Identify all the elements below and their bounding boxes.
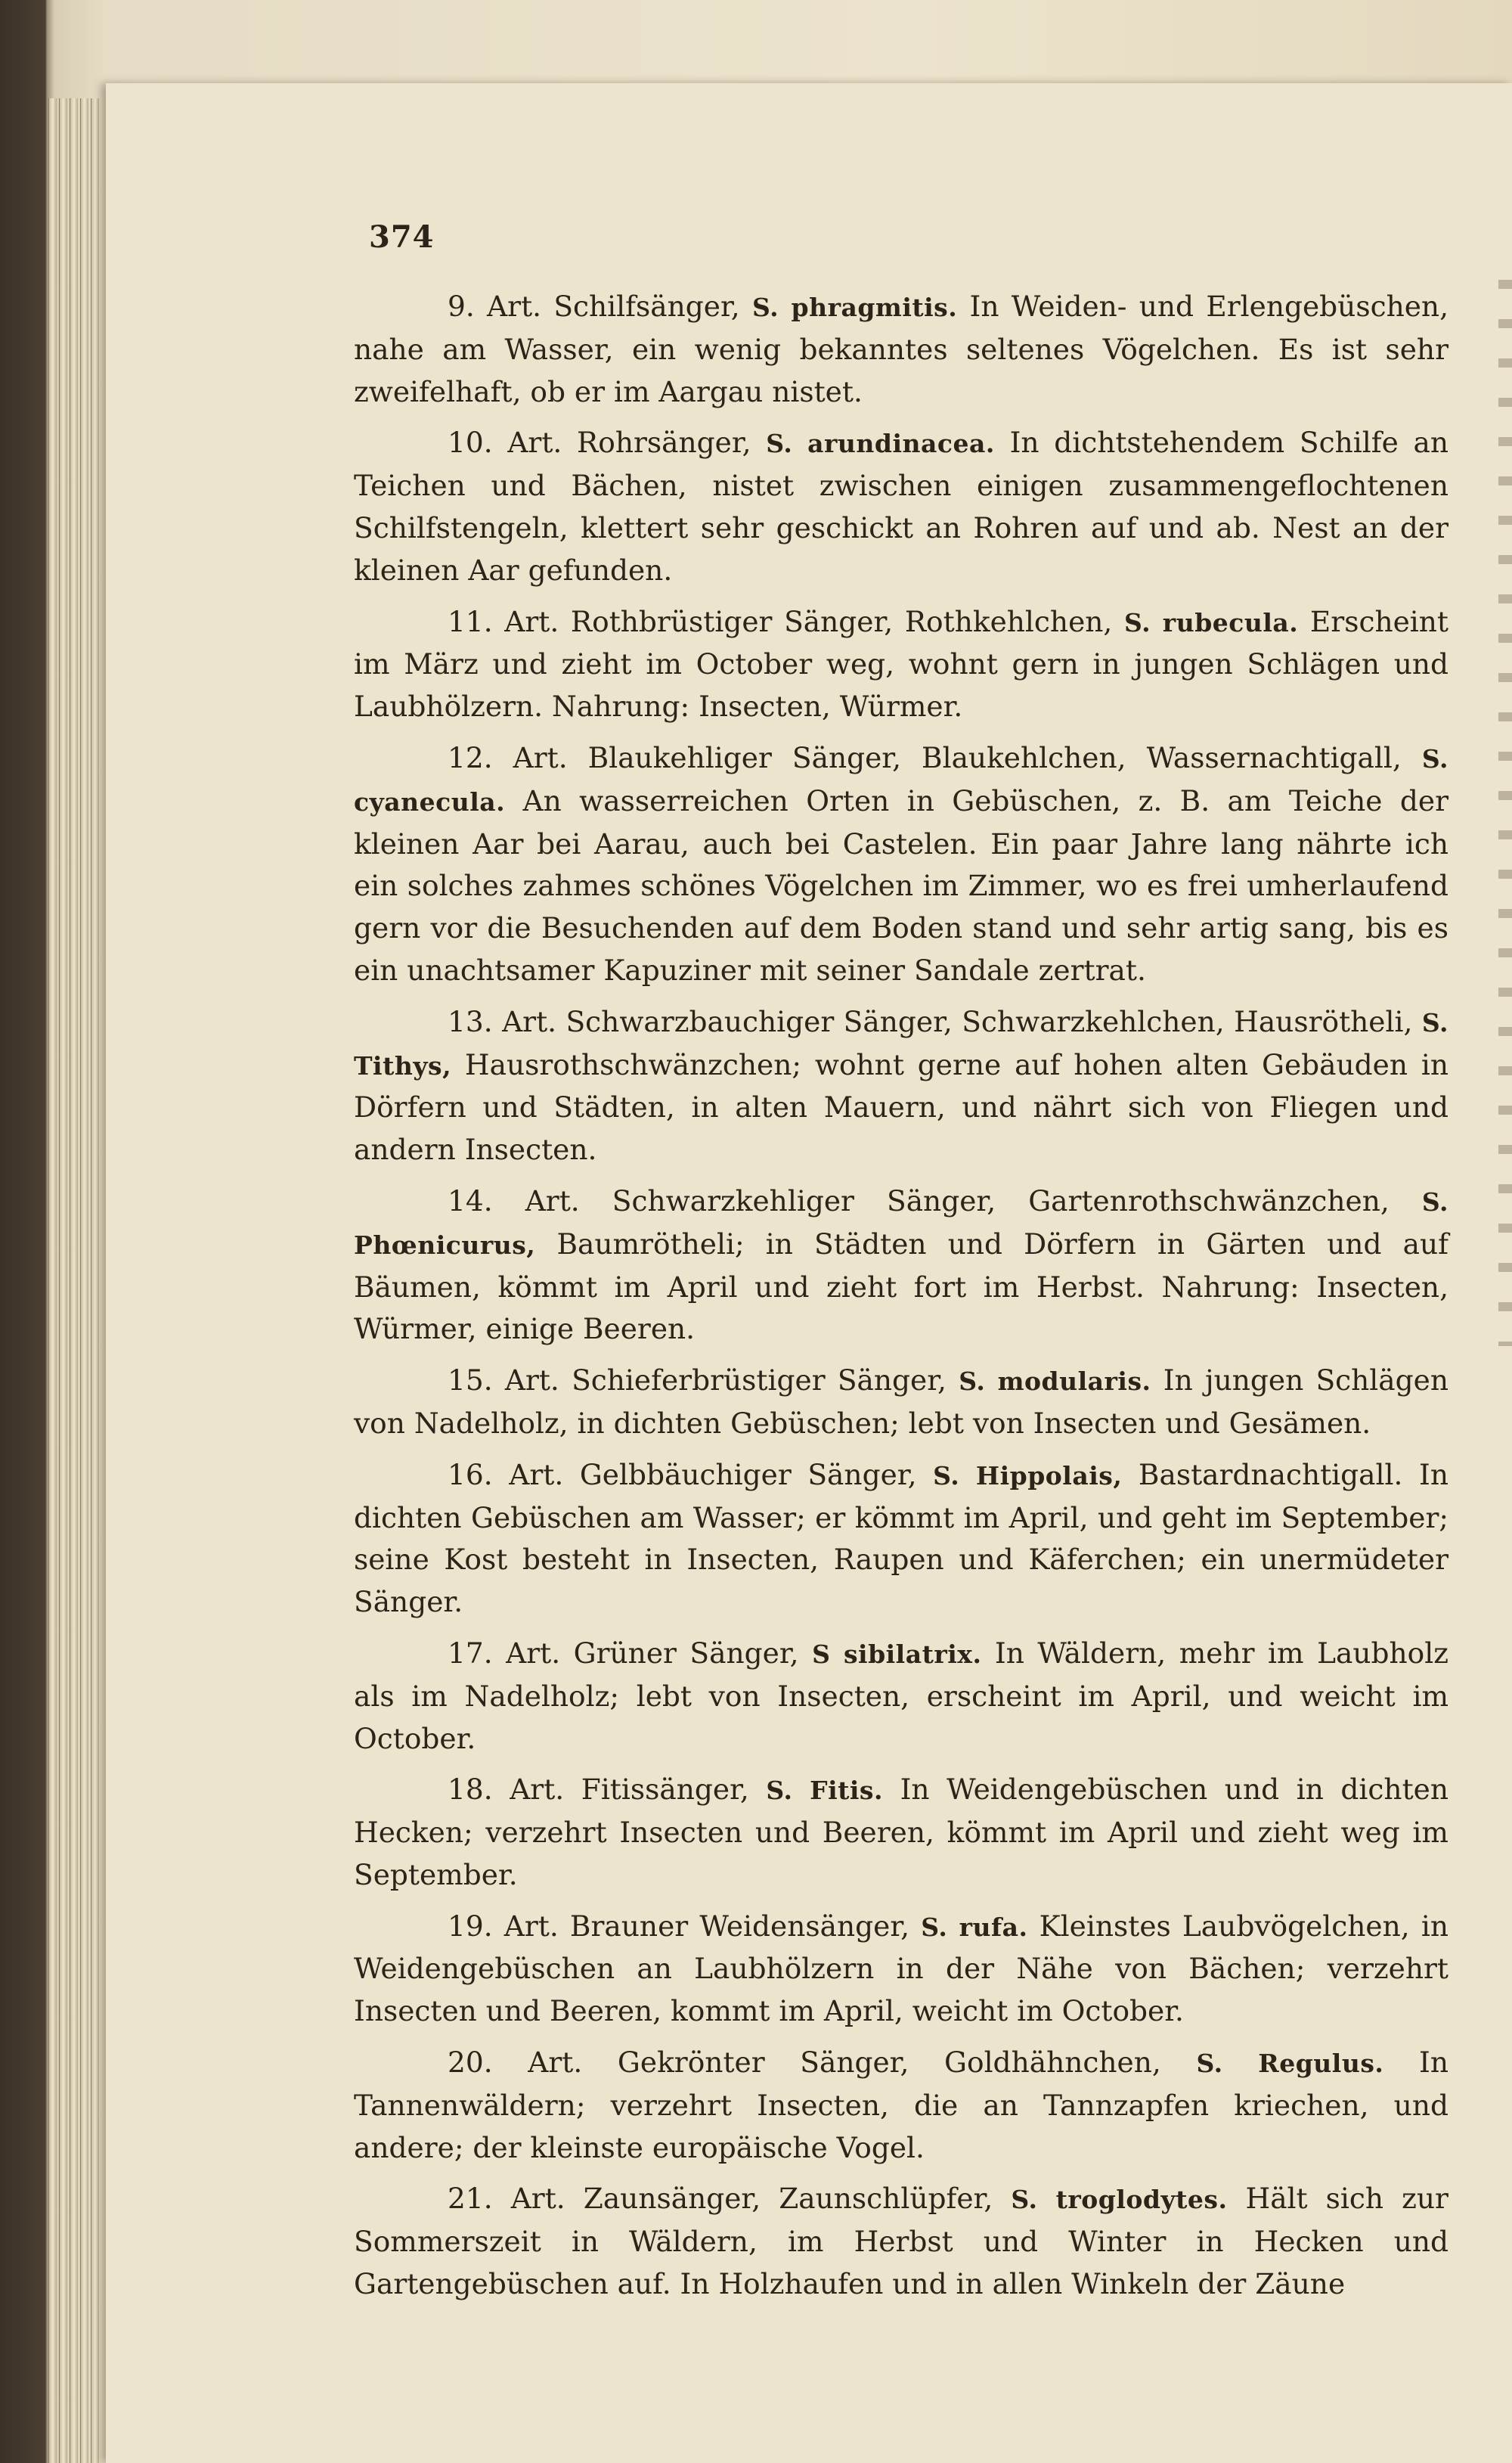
page-edge [80, 98, 88, 2463]
species-entry: 20. Art. Gekrönter Sänger, Goldhähnchen, S. Regulus. In Tannenwäldern; verzehrt Insecten, die an Tannzapfen kriechen, und andere; der kleinste europäische Vogel. [354, 2046, 1448, 2164]
scientific-name: S. arundinacea. [766, 429, 995, 459]
page-number: 374 [369, 219, 435, 255]
scientific-name: S. Phœnicurus, [354, 1187, 1448, 1260]
page-edge [91, 98, 99, 2463]
page-edge [59, 98, 67, 2463]
scientific-name: S. phragmitis. [752, 293, 958, 322]
scientific-name: S. troglodytes. [1011, 2185, 1228, 2215]
species-entry: 16. Art. Gelbbäuchiger Sänger, S. Hippolais, Bastardnachtigall. In dichten Gebüschen am Wasser; er kömmt im April, und geht im September; seine Kost besteht in Insecten, Raupen und Käferchen; ein unermüdeter Sänger. [354, 1457, 1448, 1619]
species-entry: 21. Art. Zaunsänger, Zaunschlüpfer, S. troglodytes. Hält sich zur Sommerszeit in Wäldern, im Herbst und Winter in Hecken und Gartengebüschen auf. In Holzhaufen und in allen Winkeln der Zäune [354, 2182, 1448, 2301]
species-entry: 19. Art. Brauner Weidensänger, S. rufa. Kleinstes Laubvögelchen, in Weidengebüschen an Laubhölzern in der Nähe von Bächen; verzehrt Insecten und Beeren, kommt im April, weicht im October. [354, 1909, 1448, 2028]
page-text [354, 286, 1448, 2315]
species-entry: 10. Art. Rohrsänger, S. arundinacea. In dichtstehendem Schilfe an Teichen und Bächen, nistet zwischen einigen zusammengeflochtenen Schilfstengeln, klettert sehr geschickt an Rohren auf und ab. Nest an der kleinen Aar gefunden. [354, 426, 1448, 587]
species-entry: 15. Art. Schieferbrüstiger Sänger, S. modularis. In jungen Schlägen von Nadelholz, in dichten Gebüschen; lebt von Insecten und Gesämen. [354, 1363, 1448, 1440]
scientific-name: S. modularis. [959, 1366, 1151, 1397]
page-edge [70, 98, 78, 2463]
scientific-name: S. cyanecula. [354, 743, 1448, 817]
species-entry: 14. Art. Schwarzkehliger Sänger, Gartenrothschwänzchen, S. Phœnicurus, Baumrötheli; in Städten und Dörfern in Gärten und auf Bäumen, kömmt im April und zieht fort im Herbst. Nahrung: Insecten, Würmer, einige Beeren. [354, 1183, 1448, 1346]
scientific-name: S. Regulus. [1196, 2049, 1384, 2079]
scientific-name: S. rubecula. [1123, 607, 1299, 637]
scientific-name: S sibilatrix. [812, 1639, 982, 1669]
species-entry: 12. Art. Blaukehliger Sänger, Blaukehlchen, Wassernachtigall, S. cyanecula. An wasserreichen Orten in Gebüschen, z. B. am Teiche der kleinen Aar bei Aarau, auch bei Castelen. Ein paar Jahre lang nährte ich ein solches zahmes schönes Vögelchen im Zimmer, wo es frei umherlaufend gern vor die Besuchenden auf dem Boden stand und sehr artig sang, bis es ein unachtsamer Kapuziner mit seiner Sandale zertrat. [354, 740, 1448, 987]
species-entry: 9. Art. Schilfsänger, S. phragmitis. In Weiden- und Erlengebüschen, nahe am Wasser, ein wenig bekanntes seltenes Vögelchen. Es ist sehr zweifelhaft, ob er im Aargau nistet. [354, 290, 1448, 408]
scientific-name: S. rufa. [921, 1912, 1028, 1942]
scientific-name: S. Tithys, [354, 1007, 1448, 1081]
species-entry: 17. Art. Grüner Sänger, S sibilatrix. In Wäldern, mehr im Laubholz als im Nadelholz; lebt von Insecten, erscheint im April, und weicht im October. [354, 1636, 1448, 1755]
species-entry: 11. Art. Rothbrüstiger Sänger, Rothkehlchen, S. rubecula. Erscheint im März und zieht im October weg, wohnt gern in jungen Schlägen und Laubhölzern. Nahrung: Insecten, Würmer. [354, 604, 1449, 724]
species-entry: 18. Art. Fitissänger, S. Fitis. In Weidengebüschen und in dichten Hecken; verzehrt Insecten und Beeren, kömmt im April und zieht weg im September. [354, 1773, 1448, 1891]
species-entry: 13. Art. Schwarzbauchiger Sänger, Schwarzkehlchen, Hausrötheli, S. Tithys, Hausrothschwänzchen; wohnt gerne auf hohen alten Gebäuden in Dörfern und Städten, in alten Mauern, und nährt sich von Fliegen und andern Insecten. [354, 1004, 1448, 1167]
facing-page-edge [1498, 250, 1512, 1346]
scientific-name: S. Fitis. [766, 1776, 883, 1806]
page-edge [48, 98, 57, 2463]
scientific-name: S. Hippolais, [933, 1460, 1123, 1491]
